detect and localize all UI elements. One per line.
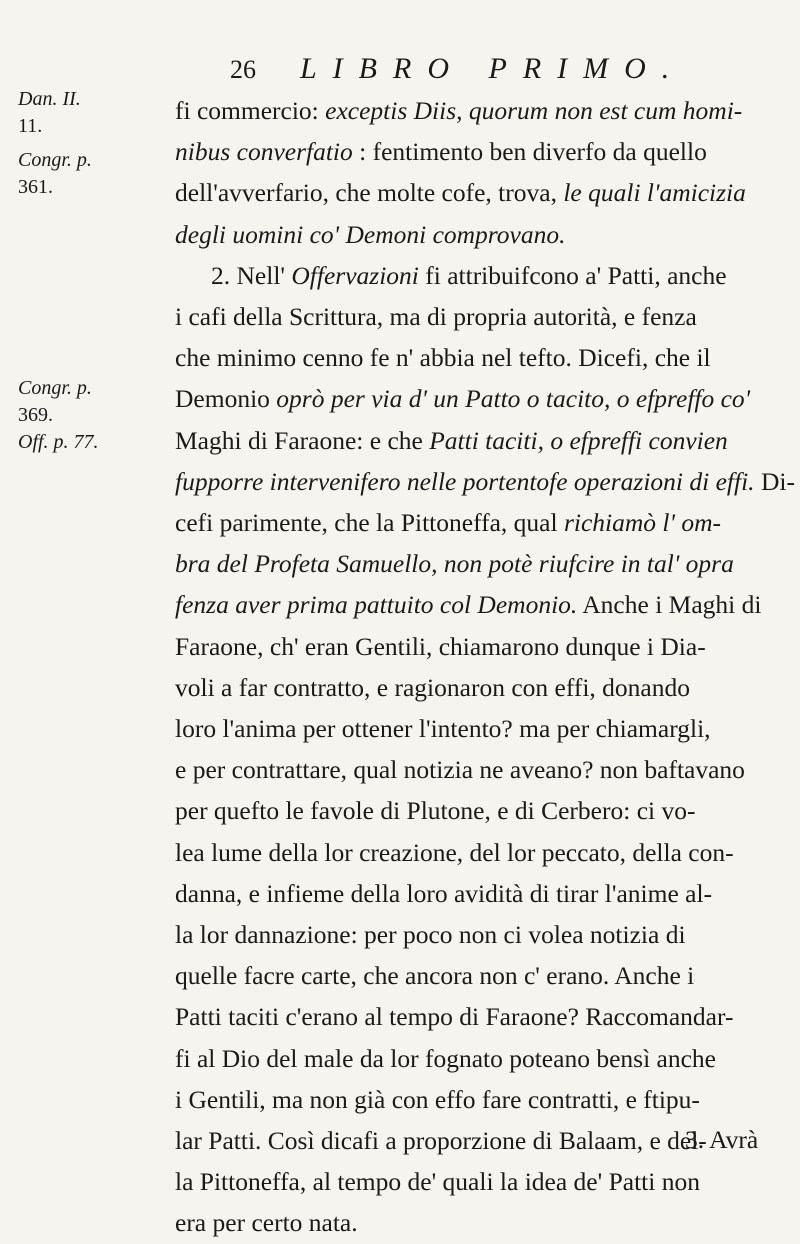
- text-line: [175, 1038, 780, 1079]
- text-line: [175, 708, 780, 749]
- text-line: [175, 378, 780, 419]
- text-run: oprò per via d' un Patto o tacito, o efpreffo co': [276, 384, 751, 414]
- margin-note-line: Congr. p.: [18, 377, 92, 399]
- text-run: la Pittoneffa, al tempo de' quali la idea de' Patti non: [175, 1167, 700, 1197]
- running-header: [230, 52, 750, 86]
- text-run: la lor dannazione: per poco non ci volea notizia di: [175, 920, 686, 950]
- margin-note: [18, 86, 148, 140]
- text-run: Demonio: [175, 384, 277, 414]
- text-line: [175, 955, 780, 996]
- margin-note-line: 369.: [18, 404, 53, 426]
- text-run: lar Patti. Così dicafi a proporzione di Balaam, e del-: [175, 1126, 707, 1156]
- text-run: fi commercio:: [175, 96, 326, 125]
- text-line: [175, 502, 780, 543]
- text-run: era per certo nata.: [175, 1208, 358, 1238]
- text-run: fi al Dio del male da lor fognato poteano bensì anche: [175, 1043, 716, 1073]
- text-run: cefi parimente, che la Pittoneffa, qual: [175, 508, 564, 538]
- text-line: [175, 543, 780, 584]
- running-title: LIBRO PRIMO.: [300, 52, 686, 85]
- text-line: [175, 296, 780, 337]
- margin-note-line: 11.: [18, 115, 43, 137]
- text-run: Anche i Maghi di: [577, 590, 762, 620]
- body-text: [175, 90, 795, 1244]
- text-run: Maghi di Faraone: e che: [175, 425, 430, 455]
- text-run: fenza aver prima pattuito col Demonio.: [175, 590, 578, 620]
- text-run: voli a far contratto, e ragionaron con effi, donando: [175, 672, 691, 702]
- text-line: [175, 832, 780, 873]
- text-run: dell'avverfario, che molte cofe, trova,: [175, 178, 564, 208]
- text-line: [175, 461, 795, 502]
- catchword: 3. Avrà: [685, 1125, 759, 1154]
- text-line: [175, 873, 780, 914]
- text-line: [175, 255, 780, 296]
- text-run: 2. Nell': [211, 260, 292, 290]
- text-line: [175, 420, 780, 461]
- text-run: nibus converfatio: [175, 137, 353, 167]
- text-run: Offervazioni: [291, 260, 419, 290]
- text-line: [175, 1161, 780, 1202]
- text-run: Faraone, ch' eran Gentili, chiamarono dunque i Dia-: [175, 631, 706, 661]
- text-line: [175, 790, 780, 831]
- text-run: danna, e infieme della loro avidità di tirar l'anime al-: [175, 878, 713, 908]
- text-run: bra del Profeta Samuello, non potè riufcire in tal' opra: [175, 549, 734, 579]
- margin-note-line: Congr. p.: [18, 149, 92, 171]
- text-line: [175, 584, 780, 625]
- text-run: fi attribuifcono a' Patti, anche: [418, 260, 727, 290]
- text-line: [175, 172, 780, 213]
- margin-note-line: Off. p. 77.: [18, 431, 99, 453]
- text-run: quelle facre carte, che ancora non c' erano. Anche i: [175, 961, 695, 991]
- text-run: e per contrattare, qual notizia ne aveano? non baftavano: [175, 755, 745, 785]
- text-line: [175, 749, 780, 790]
- text-line: [175, 90, 780, 131]
- text-run: fupporre intervenifero nelle portentofe operazioni di effi.: [175, 466, 755, 496]
- text-run: richiamò l' om-: [563, 508, 721, 538]
- text-line: [175, 1202, 780, 1243]
- text-line: [175, 626, 780, 667]
- text-run: exceptis Diis, quorum non est cum homi-: [325, 96, 743, 125]
- page-number: 26: [230, 55, 256, 84]
- text-line: [175, 1079, 780, 1120]
- margin-note-line: 361.: [18, 176, 53, 198]
- text-run: loro l'anima per ottener l'intento? ma per chiamargli,: [175, 714, 711, 744]
- text-run: per quefto le favole di Plutone, e di Cerbero: ci vo-: [175, 796, 696, 826]
- text-line: [175, 337, 780, 378]
- text-run: Patti taciti, o efpreffi convien: [429, 425, 728, 455]
- text-run: : fentimento ben diverfo da quello: [352, 137, 707, 167]
- text-line: [175, 131, 780, 172]
- text-line: [175, 996, 780, 1037]
- text-run: i cafi della Scrittura, ma di propria autorità, e fenza: [175, 302, 697, 332]
- text-line: [175, 914, 780, 955]
- text-run: degli uomini co' Demoni comprovano.: [175, 219, 566, 249]
- margin-note-line: Dan. II.: [18, 88, 81, 110]
- margin-note: [18, 375, 148, 456]
- text-run: i Gentili, ma non già con effo fare contratti, e ftipu-: [175, 1084, 700, 1114]
- text-run: Di-: [754, 466, 795, 496]
- text-run: le quali l'amicizia: [563, 178, 746, 208]
- margin-note: [18, 147, 148, 201]
- text-run: che minimo cenno fe n' abbia nel tefto. Dicefi, che il: [175, 343, 711, 373]
- text-line: [175, 214, 780, 255]
- text-run: Patti taciti c'erano al tempo di Faraone? Raccomandar-: [175, 1002, 734, 1032]
- text-line: [175, 667, 780, 708]
- text-run: lea lume della lor creazione, del lor peccato, della con-: [175, 837, 734, 867]
